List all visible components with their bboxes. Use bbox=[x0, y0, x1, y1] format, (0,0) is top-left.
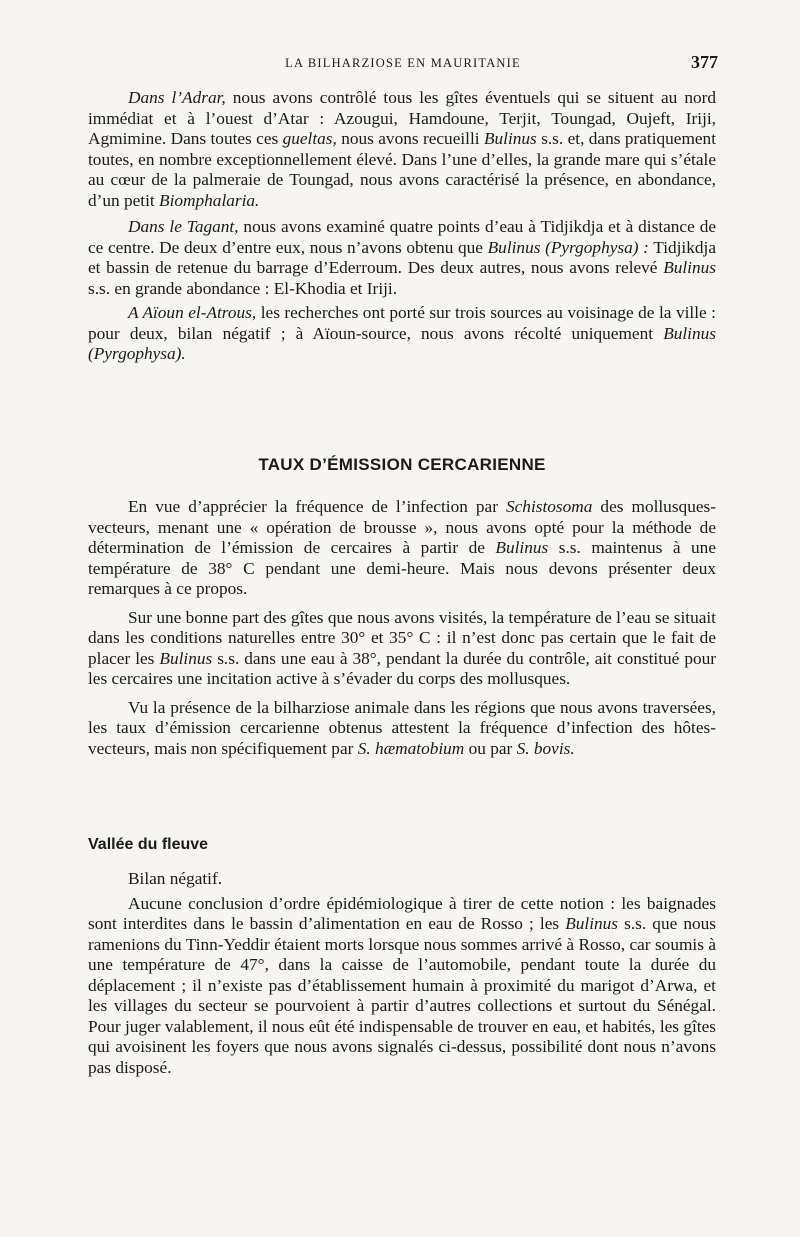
italic-run: Bulinus bbox=[483, 129, 537, 148]
text-run: les recherches ont porté sur trois sources au voisinage de la ville : pour deux, bilan négatif ; à Aïoun-source, nous avons récolté uniquement bbox=[88, 303, 716, 343]
text-run: nous avons examiné quatre points d’eau à Tidjikdja et à distance de ce centre. De deux d’entre eux, nous n’avons obtenu que bbox=[88, 217, 717, 257]
italic-run: S. hæmatobium bbox=[357, 738, 465, 758]
text-run: nous avons contrôlé tous les gîtes éventuels qui se situent au nord immédiat et à l’ouest d’Atar : Azougui, Hamdoune, Terjit, Toungad, Oujeft, Iriji, Agmimine. Dans toutes ces bbox=[88, 88, 716, 148]
text-run: nous avons recueilli bbox=[336, 129, 484, 148]
section-cercarial-text bbox=[88, 497, 716, 759]
italic-run: Dans l’Adrar, bbox=[128, 88, 226, 107]
text-run: Bilan négatif. bbox=[128, 869, 223, 888]
italic-run: Schistosoma bbox=[506, 497, 593, 516]
running-head bbox=[88, 52, 718, 74]
section-regions-text bbox=[88, 88, 716, 365]
text-run: s.s. maintenus à une température de 38° C pendant une demi-heure. Mais nous devons présenter deux remarques à ce propos. bbox=[88, 538, 716, 598]
paragraph-negative-result bbox=[88, 869, 716, 890]
paragraph-temperature bbox=[88, 608, 716, 690]
italic-run: Bulinus (Pyrgophysa) : bbox=[487, 237, 649, 257]
italic-run: Bulinus (Pyrgophysa). bbox=[88, 323, 716, 363]
italic-run: A Aïoun el-Atrous, bbox=[128, 303, 257, 322]
italic-run: Dans le Tagant, bbox=[128, 217, 239, 236]
text-run: En vue d’apprécier la fréquence de l’infection par bbox=[128, 497, 506, 516]
italic-run: S. bovis. bbox=[516, 738, 575, 758]
italic-run: gueltas, bbox=[282, 129, 337, 148]
text-run: ou par bbox=[464, 738, 517, 758]
page-number: 377 bbox=[691, 52, 718, 72]
text-run: Vu la présence de la bilharziose animale dans les régions que nous avons traversées, les taux d’émission cercarienne obtenus attestent la fréquence d’infection des hôtes-vecteurs, mais non spécifiquement par bbox=[88, 697, 716, 758]
paragraph-rosso bbox=[88, 894, 716, 1079]
text-run: Aucune conclusion d’ordre épidémiologique à tirer de cette notion : les baignades sont interdites dans le bassin d’alimentation en eau de Rosso ; les bbox=[88, 893, 716, 933]
paragraph-animal-bilharziasis bbox=[88, 698, 716, 760]
paragraph-adrar bbox=[88, 88, 716, 211]
running-title: LA BILHARZIOSE EN MAURITANIE bbox=[285, 56, 521, 70]
text-run: s.s. et, dans pratiquement toutes, en nombre exceptionnellement élevé. Dans l’une d’elles, la grande mare qui s’étale au cœur de la palmeraie de Toungad, nous avons caractérisé la présence, en abondance, d’un petit bbox=[88, 129, 717, 210]
italic-run: Bulinus bbox=[495, 538, 549, 557]
text-run: s.s. dans une eau à 38°, pendant la durée du contrôle, ait constitué pour les cercaires une incitation active à s’évader du corps des mollusques. bbox=[88, 648, 717, 688]
subheading-river-valley: Vallée du fleuve bbox=[88, 836, 209, 853]
paragraph-aioun bbox=[88, 303, 716, 365]
paragraph-tagant bbox=[88, 217, 716, 299]
text-run: s.s. que nous ramenions du Tinn-Yeddir étaient morts lorsque nous sommes arrivé à Rosso, car soumis à une température de 47°, dans la caisse de l’automobile, pendant toute la durée du déplacement ; il n’existe pas d’établissement humain à proximité du marigot d’Arwa, et les villages du secteur se pourvoient à partir d’autres collections et surtout du Sénégal. Pour juger valablement, il nous eût été indispensable de trouver en eau, et habités, les gîtes qui avoisinent les foyers que nous avons signalés ci-dessus, possibilité dont nous n’avons pas disposé. bbox=[88, 914, 716, 1077]
section-river-valley-text bbox=[88, 869, 716, 1078]
italic-run: Biomphalaria. bbox=[159, 190, 260, 210]
section-heading-cercarial-emission: TAUX D’ÉMISSION CERCARIENNE bbox=[258, 455, 546, 474]
italic-run: Bulinus bbox=[159, 648, 213, 668]
text-run: s.s. en grande abondance : El-Khodia et Iriji. bbox=[88, 278, 398, 298]
text-run: Tidjikdja et bassin de retenue du barrage d’Ederroum. Des deux autres, nous avons relevé bbox=[88, 237, 716, 277]
italic-run: Bulinus bbox=[663, 258, 716, 277]
text-run: des mollusques-vecteurs, menant une « opération de brousse », nous avons opté pour la méthode de détermination de l’émission de cercaires à partir de bbox=[88, 497, 716, 557]
text-run: Sur une bonne part des gîtes que nous avons visités, la température de l’eau se situait dans les conditions naturelles entre 30° et 35° C : il n’est donc pas certain que le fait de placer les bbox=[88, 607, 716, 668]
paragraph-method bbox=[88, 497, 716, 600]
italic-run: Bulinus bbox=[565, 914, 619, 933]
